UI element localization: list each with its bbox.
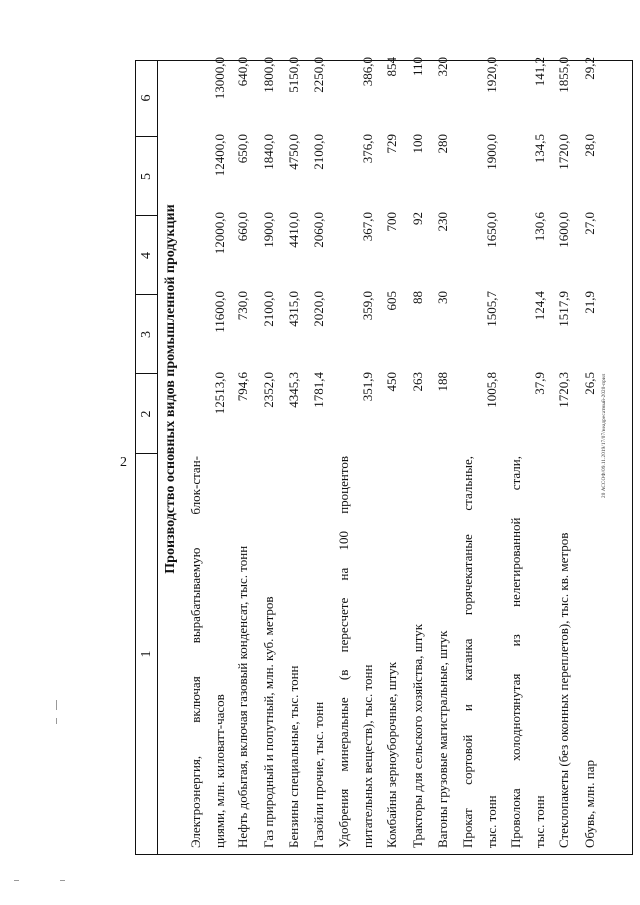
value-cell: 28,0 <box>582 134 597 157</box>
value-cell: 660,0 <box>235 212 250 242</box>
value-cell: 2352,0 <box>261 372 276 408</box>
row-label-line: Комбайны зерноуборочные, штук <box>384 661 399 848</box>
value-cell: 1517,9 <box>556 291 571 327</box>
value-cell: 130,6 <box>532 212 547 242</box>
value-cell: 605 <box>384 291 399 311</box>
value-cell: 12513,0 <box>212 372 227 415</box>
value-cell: 21,9 <box>582 291 597 314</box>
value-cell: 110 <box>410 57 425 77</box>
table-row <box>554 57 578 854</box>
value-cell: 188 <box>435 372 450 392</box>
value-cell: 1855,0 <box>556 57 571 93</box>
value-cell: 1720,0 <box>556 134 571 170</box>
footer-code: 20 АССОФ/09.11.2019/17/07/неадресатный-2020-прил <box>601 373 607 498</box>
value-cell: 854 <box>384 57 399 77</box>
table-row <box>458 57 504 854</box>
value-cell: 27,0 <box>582 212 597 235</box>
table-row <box>382 57 406 854</box>
value-cell: 450 <box>384 372 399 392</box>
table-row <box>259 57 283 854</box>
table-row <box>433 57 457 854</box>
value-cell: 12400,0 <box>212 134 227 177</box>
table-row <box>334 57 380 854</box>
column-divider <box>136 453 157 454</box>
value-cell: 1650,0 <box>484 212 499 248</box>
value-cell: 367,0 <box>360 212 375 242</box>
table-row <box>408 57 432 854</box>
table-row <box>506 57 552 854</box>
column-divider <box>136 136 157 137</box>
value-cell: 1505,7 <box>484 291 499 327</box>
value-cell: 729 <box>384 134 399 154</box>
row-label-line: Электроэнергия, включая вырабатываемую блок-стан- <box>188 456 203 848</box>
value-cell: 1840,0 <box>261 134 276 170</box>
value-cell: 2100,0 <box>311 134 326 170</box>
table-row <box>233 57 257 854</box>
value-cell: 37,9 <box>532 372 547 395</box>
value-cell: 376,0 <box>360 134 375 164</box>
row-label-line: Тракторы для сельского хозяйства, штук <box>410 623 425 848</box>
value-cell: 2100,0 <box>261 291 276 327</box>
value-cell: 230 <box>435 212 450 232</box>
value-cell: 2020,0 <box>311 291 326 327</box>
value-cell: 1900,0 <box>261 212 276 248</box>
row-label-line: Газ природный и попутный, млн. куб. метров <box>261 596 276 848</box>
value-cell: 1600,0 <box>556 212 571 248</box>
value-cell: 650,0 <box>235 134 250 164</box>
column-divider <box>136 215 157 216</box>
value-cell: 4750,0 <box>286 134 301 170</box>
row-label-line: Вагоны грузовые магистральные, штук <box>435 630 450 848</box>
value-cell: 2250,0 <box>311 57 326 93</box>
value-cell: 640,0 <box>235 57 250 87</box>
row-label-line: Удобрения минеральные (в пересчете на 100 процентов <box>336 456 351 848</box>
table-row <box>284 57 308 854</box>
column-divider <box>136 294 157 295</box>
value-cell: 320 <box>435 57 450 77</box>
scan-mark <box>60 880 65 881</box>
value-cell: 13000,0 <box>212 57 227 100</box>
value-cell: 12000,0 <box>212 212 227 255</box>
production-table <box>135 57 633 855</box>
value-cell: 141,2 <box>532 57 547 87</box>
value-cell: 92 <box>410 212 425 225</box>
value-cell: 351,9 <box>360 372 375 402</box>
row-label-line: Нефть добытая, включая газовый конденсат, тыс. тонн <box>235 545 250 848</box>
value-cell: 1005,8 <box>484 372 499 408</box>
column-divider <box>136 373 157 374</box>
table-header-row <box>136 61 158 854</box>
column-header: 5 <box>139 173 154 180</box>
table-row <box>580 57 604 854</box>
value-cell: 11600,0 <box>212 291 227 333</box>
row-label-line: циями, млн. киловатт-часов <box>212 694 227 848</box>
value-cell: 26,5 <box>582 372 597 395</box>
row-label-line: тыс. тонн <box>484 795 499 848</box>
value-cell: 134,5 <box>532 134 547 164</box>
section-title: Производство основных видов промышленной продукции <box>163 204 178 574</box>
value-cell: 1900,0 <box>484 134 499 170</box>
value-cell: 4410,0 <box>286 212 301 248</box>
value-cell: 700 <box>384 212 399 232</box>
value-cell: 1800,0 <box>261 57 276 93</box>
value-cell: 730,0 <box>235 291 250 321</box>
value-cell: 1720,3 <box>556 372 571 408</box>
value-cell: 1781,4 <box>311 372 326 408</box>
value-cell: 263 <box>410 372 425 392</box>
column-header: 1 <box>139 650 154 658</box>
column-header: 3 <box>139 331 154 338</box>
scan-mark <box>14 880 19 881</box>
row-label-line: Стеклопакеты (без оконных переплетов), тыс. кв. метров <box>556 532 571 848</box>
value-cell: 1920,0 <box>484 57 499 93</box>
row-label-line: питательных веществ), тыс. тонн <box>360 664 375 848</box>
column-header: 6 <box>139 94 154 102</box>
page-number: 2 <box>120 455 127 470</box>
value-cell: 100 <box>410 134 425 154</box>
value-cell: 4345,3 <box>286 372 301 408</box>
row-label-line: Газойли прочие, тыс. тонн <box>311 701 326 848</box>
row-label-line: тыс. тонн <box>532 795 547 848</box>
value-cell: 359,0 <box>360 291 375 321</box>
value-cell: 4315,0 <box>286 291 301 327</box>
scan-mark <box>56 700 57 710</box>
table-row <box>309 57 333 854</box>
value-cell: 5150,0 <box>286 57 301 93</box>
value-cell: 124,4 <box>532 291 547 321</box>
table-row <box>186 57 232 854</box>
column-header: 2 <box>139 410 154 418</box>
value-cell: 2060,0 <box>311 212 326 248</box>
column-header: 4 <box>139 252 154 259</box>
scan-mark <box>56 718 57 724</box>
row-label-line: Бензины специальные, тыс. тонн <box>286 665 301 848</box>
value-cell: 280 <box>435 134 450 154</box>
value-cell: 794,6 <box>235 372 250 402</box>
value-cell: 30 <box>435 291 450 304</box>
row-label-line: Обувь, млн. пар <box>582 760 597 848</box>
row-label-line: Прокат сортовой и катанка горячекатаные стальные, <box>460 456 475 848</box>
value-cell: 29,2 <box>582 57 597 80</box>
value-cell: 88 <box>410 291 425 304</box>
value-cell: 386,0 <box>360 57 375 87</box>
row-label-line: Проволока холоднотянутая из нелегированной стали, <box>508 456 523 848</box>
